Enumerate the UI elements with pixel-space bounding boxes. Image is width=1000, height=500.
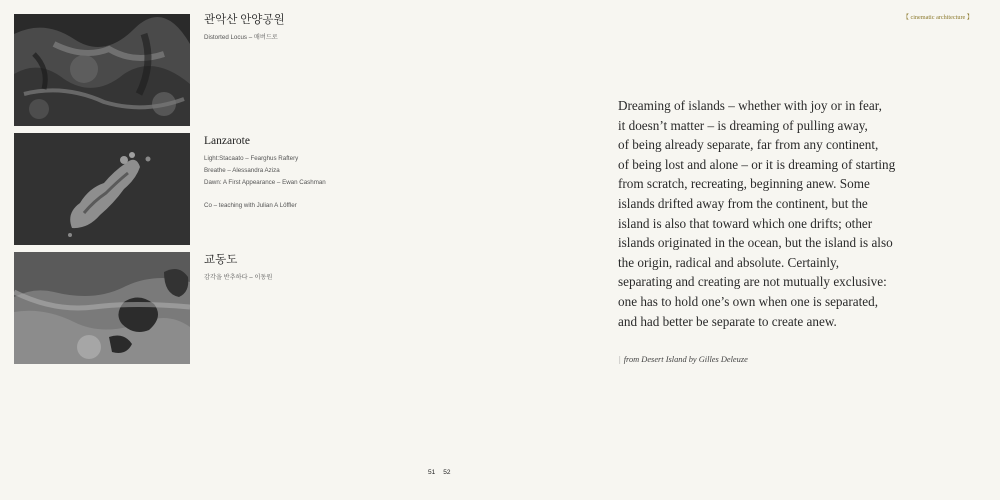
section-header-tag: 【 cinematic architecture 】 (902, 14, 973, 21)
project-entry-gwanaksan (204, 12, 504, 44)
page-number-right: 52 (443, 469, 451, 476)
project-credit: 감각을 반추하다 – 이동원 (204, 274, 273, 281)
aerial-photo-island-graphic (14, 133, 190, 245)
project-credit: Dawn: A First Appearance – Ewan Cashman (204, 178, 326, 186)
quote-line: and had better be separate to create anew. (618, 313, 837, 329)
aerial-photo-delta-graphic (14, 252, 190, 364)
page-number-left: 51 (428, 469, 436, 476)
citation-text: from Desert Island by Gilles Deleuze (623, 355, 748, 364)
quote-line: island is also that toward which one drifts; other (618, 215, 873, 231)
aerial-photo-lanzarote (14, 133, 190, 245)
quote-block (618, 96, 958, 331)
quote-line: of being already separate, far from any continent, (618, 137, 879, 153)
project-credit: Breathe – Alessandra Aziza (204, 166, 280, 174)
quote-line: the origin, radical and absolute. Certainly, (618, 254, 840, 270)
page-numbers (428, 469, 458, 476)
project-credit: Co – teaching with Julian A Löffler (204, 202, 297, 210)
aerial-photo-mountain-graphic (14, 14, 190, 126)
quote-line: it doesn’t matter – is dreaming of pulling away, (618, 117, 868, 133)
project-title: Lanzarote (204, 135, 250, 147)
project-credit: Distorted Locus – 매버드로 (204, 34, 278, 41)
quote-line: islands drifted away from the continent, but the (618, 195, 868, 211)
project-entry-lanzarote (204, 133, 504, 212)
quote-line: Dreaming of islands – whether with joy or in fear, (618, 98, 882, 113)
quote-line: one has to hold one’s own when one is separated, (618, 293, 879, 309)
quote-line: of being lost and alone – or it is dreaming of starting (618, 156, 896, 172)
project-credit: Light:Stacaato – Fearghus Raftery (204, 155, 299, 162)
aerial-photo-gwanaksan (14, 14, 190, 126)
project-title: 교동도 (204, 254, 238, 266)
quote-line: from scratch, recreating, beginning anew. Some (618, 176, 870, 192)
quote-citation (619, 355, 748, 364)
quote-line: separating and creating are not mutually exclusive: (618, 274, 887, 290)
citation-mark: | (619, 355, 621, 364)
aerial-photo-gyodongdo (14, 252, 190, 364)
project-title: 관악산 안양공원 (204, 14, 285, 26)
project-entry-gyodongdo (204, 252, 504, 284)
quote-line: islands originated in the ocean, but the island is also (618, 235, 893, 251)
